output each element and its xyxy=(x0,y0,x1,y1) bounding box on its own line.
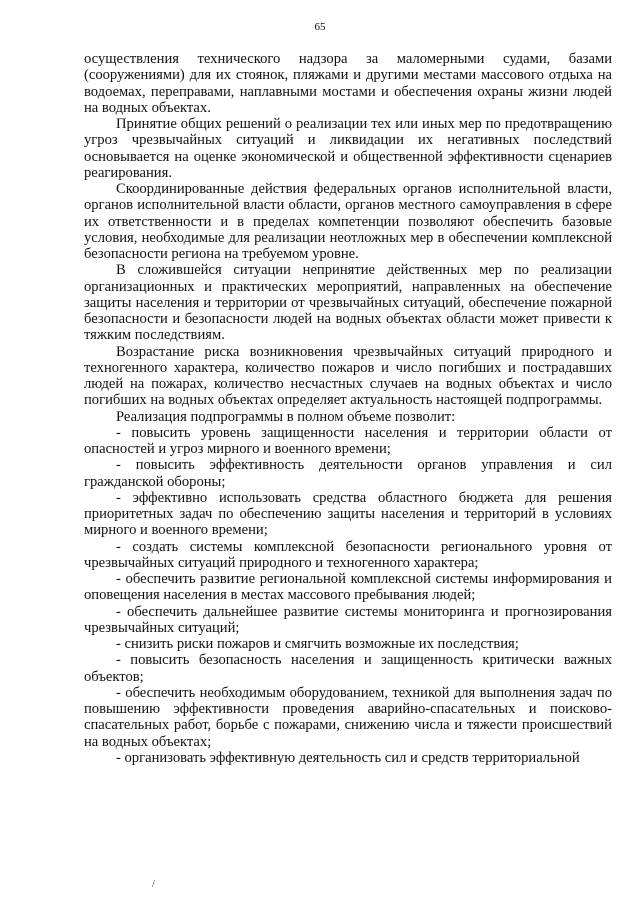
paragraph-risk-growth: Возрастание риска возникновения чрезвычайных ситуаций природного и техногенного характера, количество пожаров и число погибших и пострадавших людей на пожарах, количество несчастных случаев на водных объектах и число погибших на водных объектах определяет актуальность настоящей подпрограммы. xyxy=(84,343,612,409)
list-item: - обеспечить дальнейшее развитие системы мониторинга и прогнозирования чрезвычайных ситуаций; xyxy=(84,603,612,636)
list-item: - организовать эффективную деятельность сил и средств территориальной xyxy=(116,749,580,766)
list-item: - создать системы комплексной безопасности регионального уровня от чрезвычайных ситуаций природного и техногенного характера; xyxy=(84,538,612,571)
list-item: - повысить безопасность населения и защищенность критически важных объектов; xyxy=(84,652,612,685)
list-item: - обеспечить развитие региональной комплексной системы информирования и оповещения населения в местах массового пребывания людей; xyxy=(84,571,612,604)
paragraph-intro-continuation: осуществления технического надзора за маломерными судами, базами (сооружениями) для их стоянок, пляжами и другими местами массового отдыха на водоемах, переправами, наплавными мостами и обеспечения охраны жизни людей на водных объектах. xyxy=(84,51,612,116)
list-item: - снизить риски пожаров и смягчить возможные их последствия; xyxy=(116,636,519,652)
paragraph-decisions: Принятие общих решений о реализации тех или иных мер по предотвращению угроз чрезвычайных ситуаций и ликвидации их негативных последствий основывается на оценке экономической и общественной эффективности сценариев реагирования. xyxy=(84,116,612,181)
body-text xyxy=(84,51,612,766)
list-item: - повысить уровень защищенности населения и территории области от опасностей и угроз мирного и военного времени; xyxy=(84,424,612,457)
paragraph-coordinated-actions: Скоординированные действия федеральных органов исполнительной власти, органов исполнительной власти области, органов местного самоуправления в сфере их ответственности и в пределах компетенции позволяют обеспечить базовые условия, необходимые для реализации неотложных мер в обеспечении комплексной безопасности региона на требуемом уровне. xyxy=(84,181,612,262)
stray-mark: / xyxy=(152,878,156,890)
paragraph-current-situation: В сложившейся ситуации непринятие действенных мер по реализации организационных и практических мероприятий, направленных на обеспечение защиты населения и территории от чрезвычайных ситуаций, обеспечение пожарной безопасности и безопасности людей на водных объектах области может привести к тяжким последствиям. xyxy=(84,262,612,344)
paragraph-implementation-lead: Реализация подпрограммы в полном объеме позволит: xyxy=(116,408,456,425)
list-item: - обеспечить необходимым оборудованием, техникой для выполнения задач по повышению эффективности проведения аварийно-спасательных и поисково-спасательных работ, борьбе с пожарами, снижению числа и тяжести происшествий на водных объектах; xyxy=(84,684,612,750)
page-number: 65 xyxy=(314,21,326,33)
list-item: - повысить эффективность деятельности органов управления и сил гражданской обороны; xyxy=(84,457,612,490)
list-item: - эффективно использовать средства областного бюджета для решения приоритетных задач по обеспечению защиты населения и территорий в условиях мирного и военного времени; xyxy=(84,489,612,539)
